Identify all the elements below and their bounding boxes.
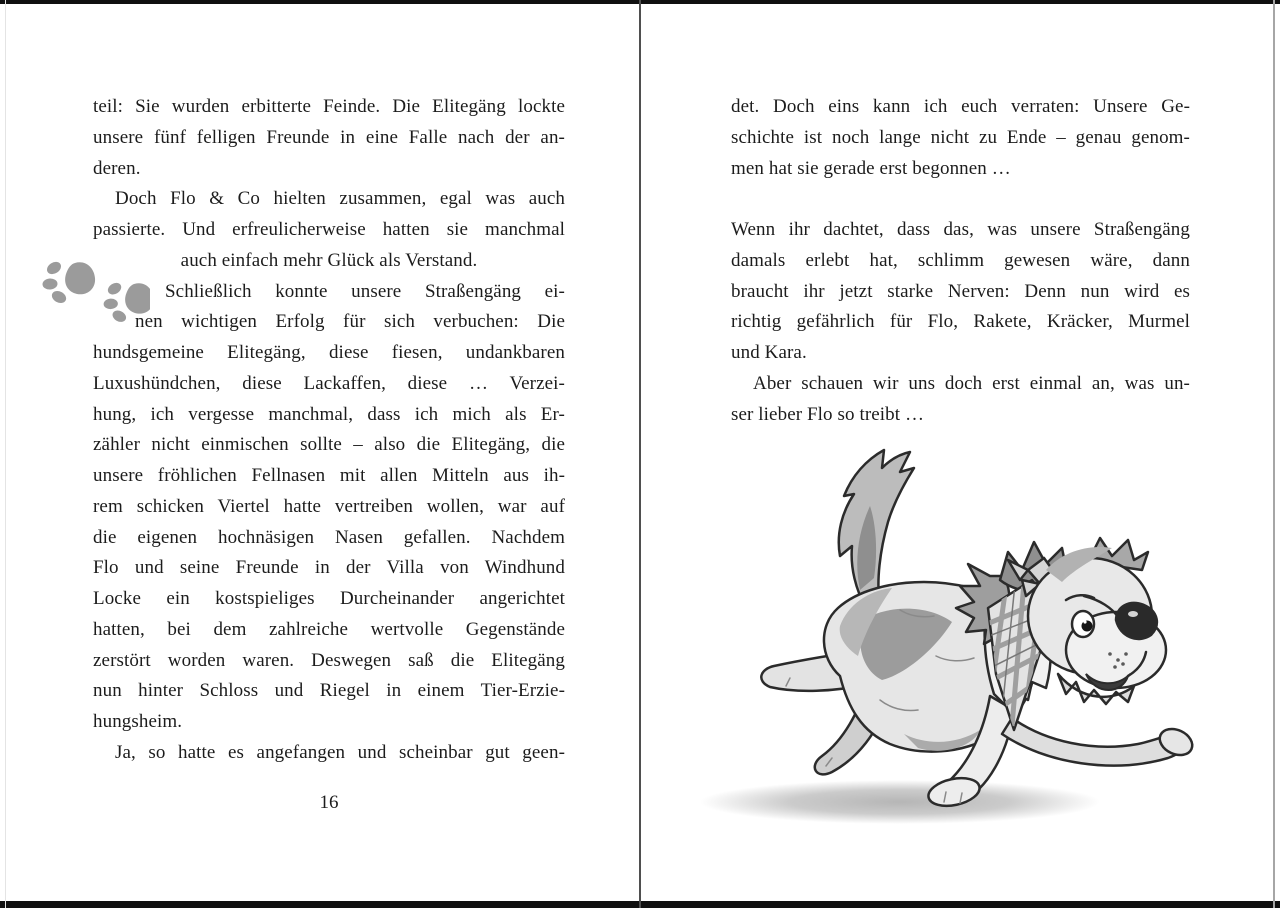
left-page-text xyxy=(93,92,565,769)
spine-divider xyxy=(639,0,641,908)
paw-prints-icon xyxy=(25,253,150,338)
page-number: 16 xyxy=(319,792,339,813)
text-line: Aber schauen wir uns doch erst einmal an, was un- xyxy=(753,372,1190,394)
text-line: hundsgemeine Elitegäng, diese fiesen, undankbaren xyxy=(93,342,565,363)
text-line: schichte ist noch lange nicht zu Ende – genau genom- xyxy=(731,126,1190,148)
text-line: Doch Flo & Co hielten zusammen, egal was auch xyxy=(115,188,565,210)
text-line xyxy=(731,184,1190,215)
text-line: zerstört worden waren. Deswegen saß die Elitegäng xyxy=(93,649,565,671)
text-line: nen wichtigen Erfolg für sich verbuchen: Die xyxy=(135,311,565,333)
ground-shadow xyxy=(700,780,1100,824)
text-line: hung, ich vergesse manchmal, dass ich mich als Er- xyxy=(93,403,565,425)
text-line: det. Doch eins kann ich euch verraten: Unsere Ge- xyxy=(731,96,1190,117)
text-line: Flo und seine Freunde in der Villa von Windhund xyxy=(93,557,565,579)
text-line: braucht ihr jetzt starke Nerven: Denn nun wird es xyxy=(731,280,1190,302)
text-line: damals erlebt hat, schlimm gewesen wäre, dann xyxy=(731,249,1190,271)
text-line: hungsheim. xyxy=(93,711,183,732)
right-page-text xyxy=(731,92,1190,430)
text-line: und Kara. xyxy=(731,342,807,363)
text-line: Schließlich konnte unsere Straßengäng ei- xyxy=(165,280,565,302)
text-line: unsere fünf felligen Freunde in eine Falle nach der an- xyxy=(93,126,565,148)
text-line: deren. xyxy=(93,157,141,179)
right-page-edge xyxy=(1273,0,1275,908)
text-line: unsere fröhlichen Fellnasen mit allen Mitteln aus ih- xyxy=(93,465,565,486)
dog-nose xyxy=(1116,603,1157,639)
text-line: Wenn ihr dachtet, dass das, was unsere Straßengäng xyxy=(731,219,1190,240)
text-line: teil: Sie wurden erbitterte Feinde. Die Elitegäng lockte xyxy=(93,96,565,117)
text-line: men hat sie gerade erst begonnen … xyxy=(731,157,1011,179)
text-line: Luxushündchen, diese Lackaffen, diese … Verzei- xyxy=(93,372,565,394)
text-line: Ja, so hatte es angefangen und scheinbar gut geen- xyxy=(115,741,565,763)
text-line: die eigenen hochnäsigen Nasen gefallen. Nachdem xyxy=(93,526,565,548)
text-line: ser lieber Flo so treibt … xyxy=(731,403,925,425)
text-line: Locke ein kostspieliges Durcheinander angerichtet xyxy=(93,588,565,609)
text-line: richtig gefährlich für Flo, Rakete, Kräcker, Murmel xyxy=(731,311,1190,333)
text-line: auch einfach mehr Glück als Verstand. xyxy=(180,249,478,271)
left-page-edge xyxy=(5,0,6,908)
text-line: nun hinter Schloss und Riegel in einem Tier-Erzie- xyxy=(93,680,565,702)
text-line: hatten, bei dem zahlreiche wertvolle Gegenstände xyxy=(93,618,565,640)
text-line: rem schicken Viertel hatte vertreiben wollen, war auf xyxy=(93,495,565,517)
running-dog-illustration xyxy=(690,440,1250,840)
text-line: zähler nicht einmischen sollte – also die Elitegäng, die xyxy=(93,434,565,456)
text-line: passierte. Und erfreulicherweise hatten sie manchmal xyxy=(93,219,565,240)
